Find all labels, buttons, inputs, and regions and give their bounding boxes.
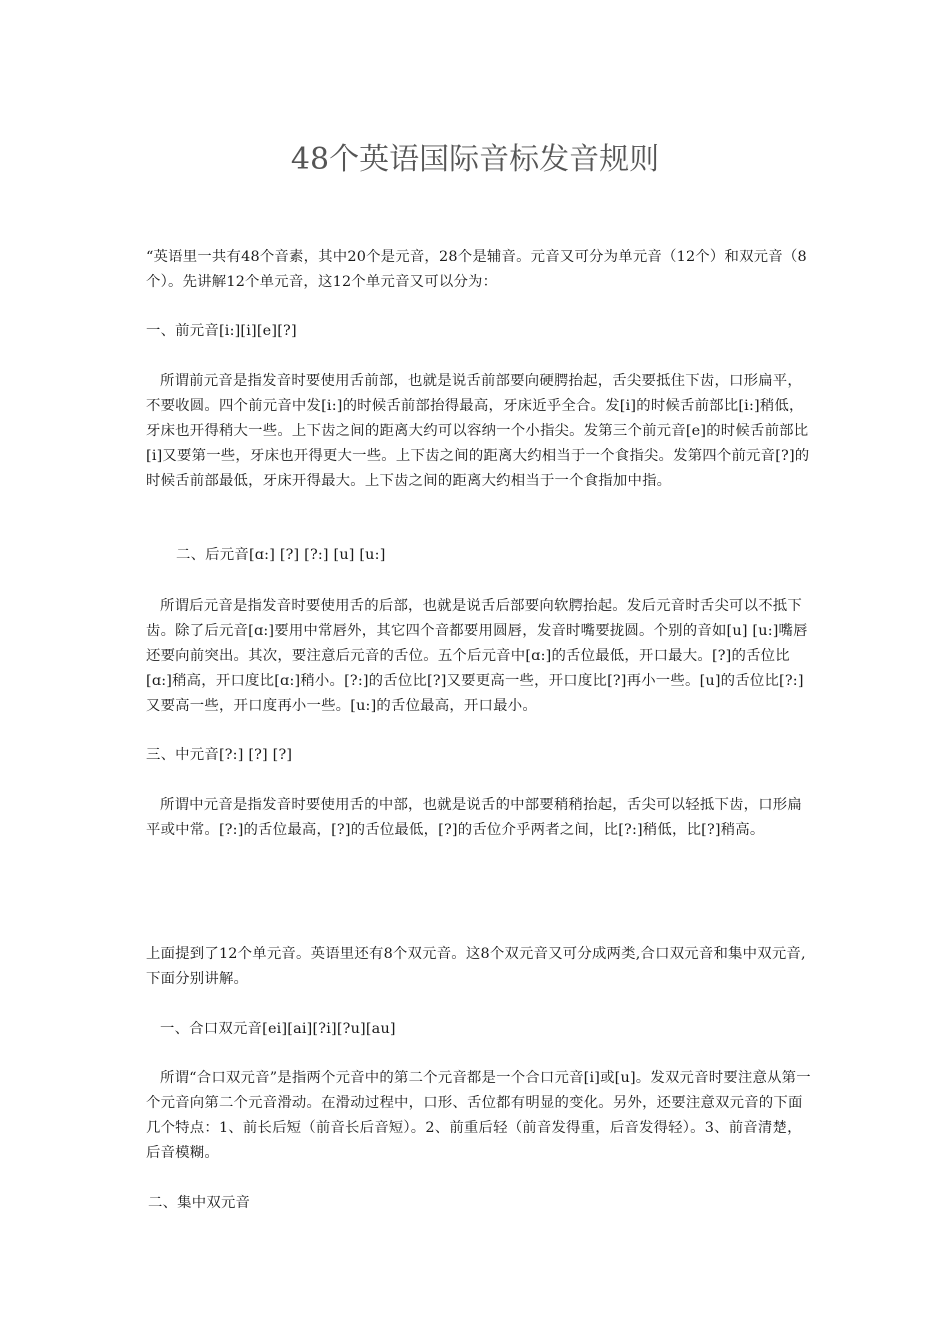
- document-title: 48个英语国际音标发音规则: [290, 142, 660, 177]
- section1-heading: 一、前元音[i:][i][e][?]: [146, 323, 297, 339]
- section2-body: 所谓后元音是指发音时要使用舌的后部，也就是说舌后部要向软腭抬起。发后元音时舌尖可以不抵下齿。除了后元音[ɑ:]要用中常唇外，其它四个音都要用圆唇，发音时嘴要拢圆。个别的音如[u] [u:]嘴唇还要向前突出。其次，要注意后元音的舌位。五个后元音中[ɑ:]的舌位最低，开口最大。[?]的舌位比[ɑ:]稍高，开口度比[ɑ:]稍小。[?:]的舌位比[?]又要更高一些，开口度比[?]再小一些。[u]的舌位比[?:]又要高一些，开口度再小一些。[u:]的舌位最高，开口最小。: [146, 598, 808, 714]
- diphthong1-body: 所谓“合口双元音”是指两个元音中的第二个元音都是一个合口元音[i]或[u]。发双元音时要注意从第一个元音向第二个元音滑动。在滑动过程中，口形、舌位都有明显的变化。另外，还要注意双元音的下面几个特点：1、前长后短（前音长后音短）。2、前重后轻（前音发得重，后音发得轻）。3、前音清楚，后音模糊。: [146, 1070, 811, 1161]
- diphthong2-heading: 二、集中双元音: [148, 1195, 251, 1211]
- diphthong1-heading: 一、合口双元音[ei][ai][?i][?u][au]: [160, 1021, 396, 1037]
- section3-body: 所谓中元音是指发音时要使用舌的中部，也就是说舌的中部要稍稍抬起，舌尖可以轻抵下齿，口形扁平或中常。[?:]的舌位最高，[?]的舌位最低，[?]的舌位介乎两者之间，比[?:]稍低，比[?]稍高。: [146, 797, 802, 838]
- section3-heading: 三、中元音[?:] [?] [?]: [146, 747, 293, 763]
- section1-body: 所谓前元音是指发音时要使用舌前部，也就是说舌前部要向硬腭抬起，舌尖要抵住下齿，口形扁平，不要收圆。四个前元音中发[i:]的时候舌前部抬得最高，牙床近乎全合。发[i]的时候舌前部比[i:]稍低，牙床也开得稍大一些。上下齿之间的距离大约可以容纳一个小指尖。发第三个前元音[e]的时候舌前部比[i]又要第一些，牙床也开得更大一些。上下齿之间的距离大约相当于一个食指尖。发第四个前元音[?]的时候舌前部最低，牙床开得最大。上下齿之间的距离大约相当于一个食指加中指。: [146, 373, 810, 489]
- section2-heading: 二、后元音[ɑ:] [?] [?:] [u] [u:]: [176, 547, 386, 563]
- intro-paragraph: “英语里一共有48个音素，其中20个是元音，28个是辅音。元音又可分为单元音（12个）和双元音（8个）。先讲解12个单元音，这12个单元音又可以分为：: [146, 249, 807, 290]
- diphthong-intro-paragraph: 上面提到了12个单元音。英语里还有8个双元音。这8个双元音又可分成两类,合口双元音和集中双元音,下面分别讲解。: [146, 946, 806, 987]
